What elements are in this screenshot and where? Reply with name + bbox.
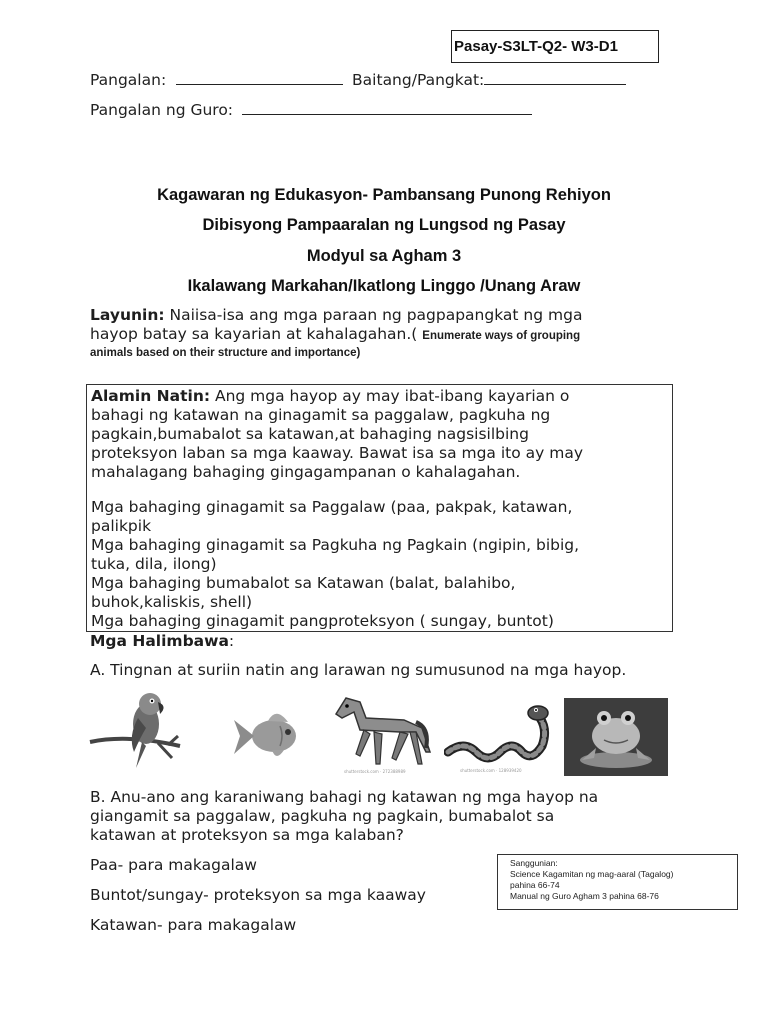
name-grade-row — [90, 70, 626, 89]
teacher-row — [90, 100, 532, 119]
sanggunian-line: pahina 66-74 — [510, 880, 560, 890]
layunin-english-2: animals based on their structure and importance) — [90, 347, 361, 359]
instruction-b — [90, 788, 598, 845]
teacher-label: Pangalan ng Guro: — [90, 101, 234, 119]
layunin-text-1: Naiisa-isa ang mga paraan ng pagpapangkat ng mga — [164, 306, 583, 324]
alamin-natin-box: Alamin Natin: Ang mga hayop ay may ibat-ibang kayarian o bahagi ng katawan na ginagamit sa paggalaw, pagkuha ng pagkain,bumabalot sa katawan,at bahaging nagsisilbing proteksyon laban sa mga kaaway. Bawat isa sa mga ito ay may mahalagang bahaging gingagampanan o kahalagahan. Mga bahaging ginagamit sa Paggalaw (paa, pakpak, katawan, palikpik Mga bahaging ginagamit sa Pagkuha ng Pagkain (ngipin, bibig, tuka, dila, ilong) Mga bahaging bumabalot sa Katawan (balat, balahibo, buhok,kaliskis, shell) Mga bahaging ginagamit pangproteksyon ( sungay, buntot) — [86, 384, 673, 632]
alamin-line: Ang mga hayop ay may ibat-ibang kayarian o — [210, 387, 570, 405]
layunin-text-2: hayop batay sa kayarian at kahalagahan.( — [90, 325, 423, 343]
layunin-english-1: Enumerate ways of grouping — [422, 330, 581, 342]
body-part-line: palikpik — [91, 517, 152, 535]
sanggunian-title: Sanggunian: — [510, 858, 558, 868]
halimbawa-heading: Mga Halimbawa: — [90, 632, 235, 650]
body-part-line: Mga bahaging bumabalot sa Katawan (balat, balahibo, — [91, 574, 516, 592]
module-code: Pasay-S3LT-Q2- W3-D1 — [451, 30, 659, 63]
sanggunian-line: Manual ng Guro Agham 3 pahina 68-76 — [510, 891, 659, 901]
title-division: Dibisyong Pampaaralan ng Lungsod ng Pasay — [202, 216, 566, 234]
title-department: Kagawaran ng Edukasyon- Pambansang Punong Rehiyon — [157, 186, 611, 204]
body-part-line: Mga bahaging ginagamit sa Paggalaw (paa, pakpak, katawan, — [91, 498, 573, 516]
alamin-line: pagkain,bumabalot sa katawan,at bahaging nagsisilbing — [91, 425, 529, 443]
svg-text:shutterstock.com · 128939420: shutterstock.com · 128939420 — [460, 768, 522, 773]
answer-line: Paa- para makagalaw — [90, 856, 257, 874]
title-module: Modyul sa Agham 3 — [306, 247, 462, 265]
answer-line: Katawan- para makagalaw — [90, 916, 297, 934]
fish-icon — [232, 700, 308, 772]
teacher-field[interactable] — [242, 100, 532, 115]
grade-label: Baitang/Pangkat: — [352, 71, 485, 89]
body-part-line: Mga bahaging ginagamit pangproteksyon ( sungay, buntot) — [91, 612, 554, 630]
frog-icon — [564, 698, 668, 776]
sanggunian-box — [497, 854, 738, 910]
layunin-label: Layunin — [90, 306, 159, 324]
horse-icon — [330, 692, 432, 776]
instruction-b-line: B. Anu-ano ang karaniwang bahagi ng katawan ng mga hayop na — [90, 788, 599, 806]
instruction-a: A. Tingnan at suriin natin ang larawan ng sumusunod na mga hayop. — [90, 661, 627, 679]
name-label: Pangalan: — [90, 71, 167, 89]
snake-icon — [444, 700, 556, 774]
answer-line: Buntot/sungay- proteksyon sa mga kaaway — [90, 886, 426, 904]
sanggunian-line: Science Kagamitan ng mag-aaral (Tagalog) — [510, 869, 674, 879]
title-quarter-week: Ikalawang Markahan/Ikatlong Linggo /Unang Araw — [187, 277, 581, 295]
body-part-line: tuka, dila, ilong) — [91, 555, 217, 573]
alamin-line: proteksyon laban sa mga kaaway. Bawat isa sa mga ito ay may — [91, 444, 584, 462]
grade-field[interactable] — [484, 70, 626, 85]
body-part-line: Mga bahaging ginagamit sa Pagkuha ng Pagkain (ngipin, bibig, — [91, 536, 580, 554]
alamin-line: mahalagang bahaging gingagampanan o kahalagahan. — [91, 463, 521, 481]
alamin-label: Alamin Natin — [91, 387, 204, 405]
body-part-line: buhok,kaliskis, shell) — [91, 593, 253, 611]
alamin-line: bahagi ng katawan na ginagamit sa paggalaw, pagkuha ng — [91, 406, 551, 424]
instruction-b-line: katawan at proteksyon sa mga kalaban? — [90, 826, 404, 844]
svg-text:shutterstock.com · 272388989: shutterstock.com · 272388989 — [344, 769, 406, 774]
name-field[interactable] — [176, 70, 343, 85]
layunin-section: Layunin: Naiisa-isa ang mga paraan ng pagpapangkat ng mga hayop batay sa kayarian at kahalagahan.( Enumerate ways of grouping animals based on their structure and importance) — [90, 306, 690, 361]
instruction-b-line: giangamit sa paggalaw, pagkuha ng pagkain, bumabalot sa — [90, 807, 555, 825]
parrot-icon — [88, 688, 184, 772]
